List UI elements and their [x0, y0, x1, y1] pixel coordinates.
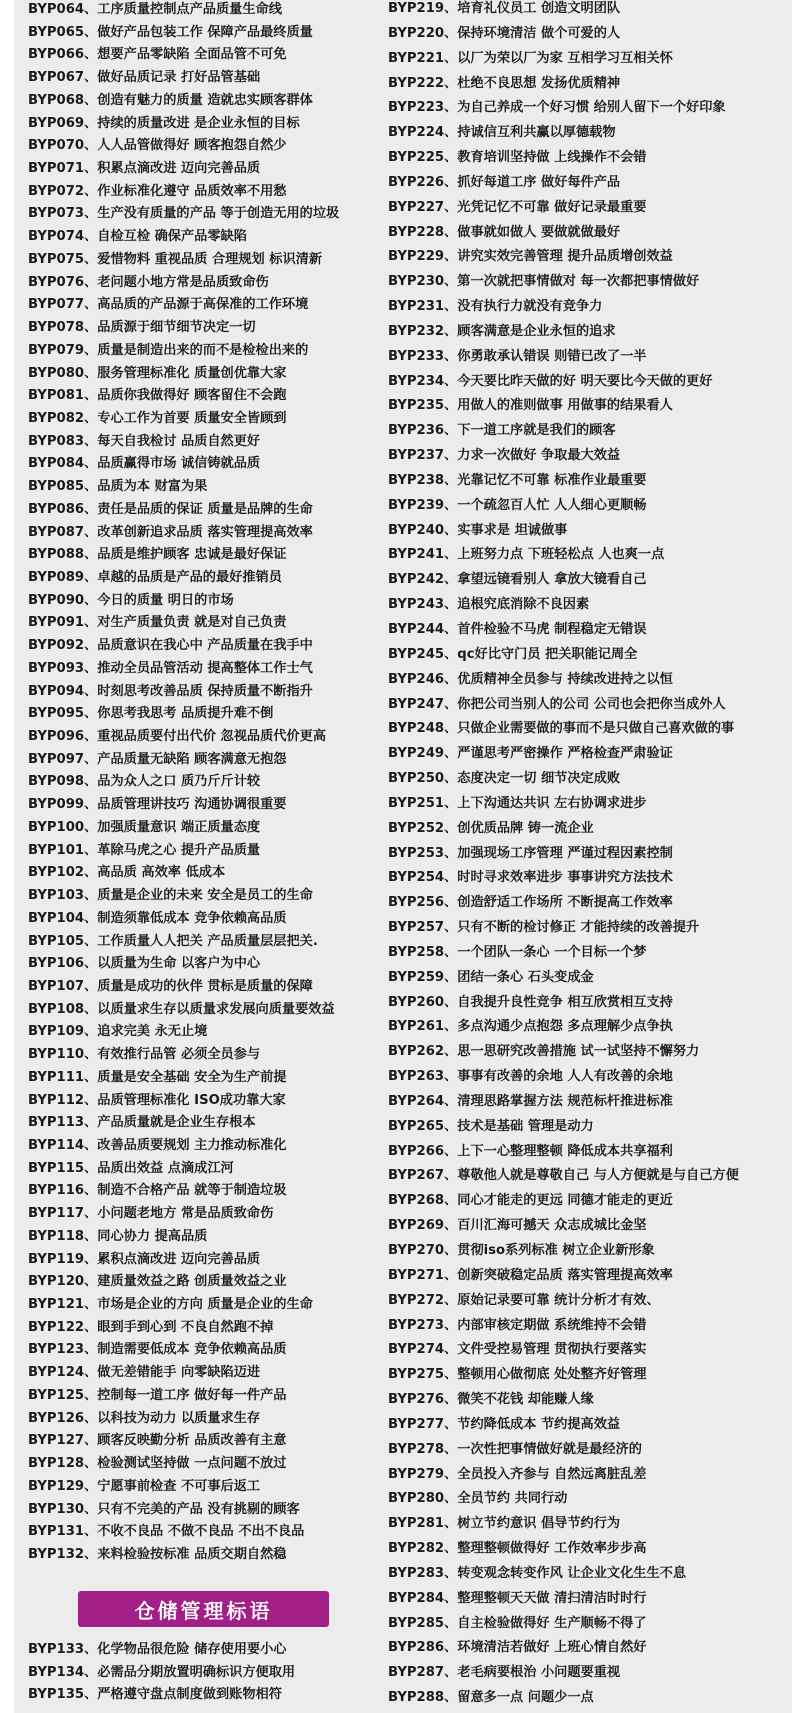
slogan-item: BYP107、质量是成功的伙伴 贯标是质量的保障 [28, 978, 313, 994]
slogan-item: BYP276、微笑不花钱 却能赚人缘 [388, 1392, 594, 1408]
slogan-item: BYP128、检验测试坚持做 一点问题不放过 [28, 1456, 287, 1472]
slogan-item: BYP273、内部审核定期做 系统维持不会错 [388, 1317, 647, 1333]
slogan-item: BYP094、时刻思考改善品质 保持质量不断指升 [28, 683, 313, 699]
slogan-item: BYP106、以质量为生命 以客户为中心 [28, 956, 261, 972]
slogan-item: BYP073、生产没有质量的产品 等于创造无用的垃圾 [28, 206, 340, 222]
slogan-item: BYP287、老毛病要根治 小问题要重视 [388, 1665, 621, 1681]
slogan-item: BYP264、清理思路掌握方法 规范标杆推进标准 [388, 1093, 673, 1109]
slogan-item: BYP067、做好品质记录 打好品管基础 [28, 70, 261, 86]
slogan-item: BYP123、制造需要低成本 竞争依赖高品质 [28, 1342, 287, 1358]
slogan-item: BYP243、追根究底消除不良因素 [388, 597, 590, 613]
slogan-item: BYP249、严谨思考严密操作 严格检查严肃验证 [388, 746, 673, 762]
slogan-item: BYP228、做事就如做人 要做就做最好 [388, 224, 621, 240]
slogan-item: BYP277、节约降低成本 节约提高效益 [388, 1416, 621, 1432]
slogan-item: BYP086、责任是品质的保证 质量是品牌的生命 [28, 501, 313, 517]
slogan-item: BYP282、整理整顿做得好 工作效率步步高 [388, 1541, 647, 1557]
slogan-item: BYP254、时时寻求效率进步 事事讲究方法技术 [388, 870, 673, 886]
slogan-item: BYP247、你把公司当别人的公司 公司也会把你当成外人 [388, 696, 726, 712]
slogan-item: BYP265、技术是基础 管理是动力 [388, 1118, 594, 1134]
slogan-item: BYP256、创造舒适工作场所 不断提高工作效率 [388, 895, 673, 911]
slogan-item: BYP251、上下沟通达共识 左右协调求进步 [388, 795, 647, 811]
slogan-item: BYP226、抓好每道工序 做好每件产品 [388, 174, 621, 190]
slogan-item: BYP229、讲究实效完善管理 提升品质增创效益 [388, 249, 673, 265]
section-banner-warehouse [78, 1591, 329, 1627]
slogan-item: BYP103、质量是企业的未来 安全是员工的生命 [28, 888, 313, 904]
slogan-item: BYP132、来料检验按标准 品质交期自然稳 [28, 1546, 287, 1562]
slogan-item: BYP225、教育培训坚持做 上线操作不会错 [388, 150, 647, 166]
slogan-item: BYP241、上班努力点 下班轻松点 人也爽一点 [388, 547, 665, 563]
section-title: 仓储管理标语 [134, 1598, 273, 1623]
slogan-item: BYP075、爱惜物料 重视品质 合理规划 标识清新 [28, 251, 323, 267]
slogan-item: BYP079、质量是制造出来的而不是检检出来的 [28, 342, 309, 358]
slogan-item: BYP230、第一次就把事情做对 每一次都把事情做好 [388, 274, 700, 290]
slogan-item: BYP240、实事求是 坦诚做事 [388, 522, 568, 538]
slogan-item: BYP239、一个疏忽百人忙 人人细心更顺畅 [388, 497, 647, 513]
slogan-item: BYP116、制造不合格产品 就等于制造垃圾 [28, 1183, 287, 1199]
slogan-item: BYP284、整理整顿天天做 清扫清洁时时行 [388, 1590, 647, 1606]
slogan-item: BYP100、加强质量意识 端正质量态度 [28, 819, 261, 835]
slogan-item: BYP088、品质是维护顾客 忠诚是最好保证 [28, 547, 287, 563]
slogan-item: BYP099、品质管理讲技巧 沟通协调很重要 [28, 797, 287, 813]
slogan-item: BYP092、品质意识在我心中 产品质量在我手中 [28, 638, 313, 654]
slogan-item: BYP236、下一道工序就是我们的顾客 [388, 423, 616, 439]
right-margin-strip [792, 0, 800, 1713]
slogan-item: BYP278、一次性把事情做好就是最经济的 [388, 1441, 642, 1457]
slogan-item: BYP113、产品质量就是企业生存根本 [28, 1115, 256, 1131]
slogan-item: BYP237、力求一次做好 争取最大效益 [388, 448, 621, 464]
slogan-item: BYP089、卓越的品质是产品的最好推销员 [28, 570, 282, 585]
slogan-item: BYP085、品质为本 财富为果 [28, 479, 208, 495]
slogan-item: BYP087、改革创新追求品质 落实管理提高效率 [28, 524, 313, 540]
slogan-item: BYP261、多点沟通少点抱怨 多点理解少点争执 [388, 1019, 673, 1035]
slogan-item: BYP064、工序质量控制点产品质量生命线 [28, 2, 282, 17]
slogan-item: BYP259、团结一条心 石头变成金 [388, 969, 594, 985]
slogan-item: BYP110、有效推行品管 必须全员参与 [28, 1047, 261, 1063]
slogan-item: BYP081、品质你我做得好 顾客留住不会跑 [28, 388, 287, 404]
slogan-item: BYP272、原始记录要可靠 统计分析才有效、 [388, 1292, 660, 1308]
slogan-item: BYP246、优质精神全员参与 持续改进持之以恒 [388, 671, 673, 687]
slogan-item: BYP283、转变观念转变作风 让企业文化生生不息 [388, 1565, 687, 1581]
slogan-item: BYP269、百川汇海可撼天 众志成城比金坚 [388, 1218, 647, 1234]
slogan-item: BYP104、制造须靠低成本 竞争依赖高品质 [28, 910, 287, 926]
slogan-item: BYP076、老问题小地方常是品质致命伤 [28, 274, 269, 290]
slogan-item: BYP248、只做企业需要做的事而不是只做自己喜欢做的事 [388, 721, 735, 737]
slogan-item: BYP245、qc好比守门员 把关职能记周全 [388, 646, 638, 662]
slogan-item: BYP281、树立节约意识 倡导节约行为 [388, 1516, 621, 1532]
slogan-item: BYP280、全员节约 共同行动 [388, 1491, 568, 1507]
slogan-item: BYP274、文件受控易管理 贯彻执行要落实 [388, 1342, 647, 1358]
slogan-item: BYP267、尊敬他人就是尊敬自己 与人方便就是与自己方便 [388, 1168, 739, 1184]
slogan-item: BYP109、追求完美 永无止境 [28, 1024, 208, 1040]
slogan-item: BYP233、你勇敢承认错误 则错已改了一半 [388, 348, 647, 364]
slogan-item: BYP227、光凭记忆不可靠 做好记录最重要 [388, 199, 647, 215]
slogan-item: BYP093、推动全员品管活动 提高整体工作士气 [28, 660, 313, 676]
slogan-item: BYP222、杜绝不良思想 发扬优质精神 [388, 75, 621, 91]
slogan-item: BYP098、品为众人之口 质乃斤斤计较 [28, 774, 261, 790]
slogan-item: BYP111、质量是安全基础 安全为生产前提 [28, 1069, 287, 1085]
slogan-item: BYP288、留意多一点 问题少一点 [388, 1690, 594, 1706]
slogan-item: BYP121、市场是企业的方向 质量是企业的生命 [28, 1297, 313, 1313]
slogan-item: BYP127、顾客反映勤分析 品质改善有主意 [28, 1433, 287, 1449]
slogan-item: BYP120、建质量效益之路 创质量效益之业 [28, 1274, 287, 1290]
slogan-item: BYP135、严格遵守盘点制度做到账物相符 [28, 1687, 282, 1703]
slogan-item: BYP068、创造有魅力的质量 造就忠实顾客群体 [28, 92, 313, 108]
slogan-item: BYP126、以科技为动力 以质量求生存 [28, 1410, 261, 1426]
slogan-item: BYP117、小问题老地方 常是品质致命伤 [28, 1206, 274, 1222]
slogan-item: BYP095、你思考我思考 品质提升难不倒 [28, 706, 274, 722]
slogan-item: BYP114、改善品质要规划 主力推动标准化 [28, 1138, 287, 1153]
slogan-item: BYP112、品质管理标准化 ISO成功靠大家 [28, 1092, 286, 1108]
slogan-item: BYP231、没有执行力就没有竞争力 [388, 299, 603, 315]
slogan-item: BYP220、保持环境清洁 做个可爱的人 [388, 25, 621, 41]
slogan-item: BYP115、品质出效益 点滴成江河 [28, 1160, 234, 1176]
slogan-item: BYP242、拿望远镜看别人 拿放大镜看自己 [388, 572, 647, 588]
slogan-item: BYP253、加强现场工序管理 严谨过程因素控制 [388, 845, 673, 861]
slogan-item: BYP124、做无差错能手 向零缺陷迈进 [28, 1365, 261, 1381]
slogan-item: BYP066、想要产品零缺陷 全面品管不可免 [28, 47, 287, 63]
slogan-item: BYP219、培育礼仪员工 创造文明团队 [388, 1, 621, 16]
slogan-item: BYP084、品质赢得市场 诚信铸就品质 [28, 456, 261, 472]
slogan-item: BYP101、革除马虎之心 提升产品质量 [28, 842, 261, 858]
slogan-item: BYP131、不收不良品 不做不良品 不出不良品 [28, 1524, 305, 1540]
slogan-item: BYP082、专心工作为首要 质量安全皆顾到 [28, 410, 287, 426]
slogan-item: BYP108、以质量求生存以质量求发展向质量要效益 [28, 1001, 335, 1017]
slogan-item: BYP238、光靠记忆不可靠 标准作业最重要 [388, 472, 647, 488]
slogan-item: BYP271、创新突破稳定品质 落实管理提高效率 [388, 1267, 673, 1283]
slogan-item: BYP234、今天要比昨天做的好 明天要比今天做的更好 [388, 373, 713, 389]
slogan-item: BYP275、整顿用心做彻底 处处整齐好管理 [388, 1367, 647, 1383]
slogan-item: BYP071、积累点滴改进 迈向完善品质 [28, 161, 261, 177]
slogan-item: BYP258、一个团队一条心 一个目标一个梦 [388, 944, 647, 960]
slogan-item: BYP257、只有不断的检讨修正 才能持续的改善提升 [388, 920, 700, 936]
slogan-item: BYP134、必需品分期放置明确标识方便取用 [28, 1664, 296, 1680]
slogan-item: BYP125、控制每一道工序 做好每一件产品 [28, 1387, 287, 1403]
slogan-item: BYP133、化学物品很危险 储存使用要小心 [28, 1642, 287, 1657]
slogan-item: BYP102、高品质 高效率 低成本 [28, 865, 226, 881]
slogan-item: BYP244、首件检验不马虎 制程稳定无错误 [388, 622, 647, 637]
slogan-item: BYP285、自主检验做得好 生产顺畅不得了 [388, 1615, 647, 1631]
slogan-item: BYP221、以厂为荣以厂为家 互相学习互相关怀 [388, 50, 673, 66]
slogan-item: BYP286、环境清洁若做好 上班心情自然好 [388, 1640, 647, 1656]
slogan-item: BYP083、每天自我检讨 品质自然更好 [28, 433, 261, 449]
slogan-item: BYP077、高品质的产品源于高保准的工作环境 [28, 297, 309, 313]
slogan-item: BYP130、只有不完美的产品 没有挑剔的顾客 [28, 1501, 300, 1517]
slogan-item: BYP250、态度决定一切 细节决定成败 [388, 771, 621, 787]
slogan-item: BYP270、贯彻iso系列标准 树立企业新形象 [388, 1243, 655, 1258]
slogan-item: BYP232、顾客满意是企业永恒的追求 [388, 323, 616, 339]
slogan-item: BYP097、产品质量无缺陷 顾客满意无抱怨 [28, 751, 287, 767]
slogan-item: BYP252、创优质品牌 铸一流企业 [388, 820, 594, 836]
slogan-item: BYP105、工作质量人人把关 产品质量层层把关. [28, 933, 318, 949]
slogan-item: BYP129、宁愿事前检查 不可事后返工 [28, 1478, 261, 1494]
slogan-item: BYP263、事事有改善的余地 人人有改善的余地 [388, 1069, 673, 1085]
slogan-item: BYP266、上下一心整理整顿 降低成本共享福利 [388, 1143, 673, 1159]
slogan-item: BYP072、作业标准化遵守 品质效率不用愁 [28, 183, 287, 199]
slogan-item: BYP090、今日的质量 明日的市场 [28, 592, 234, 608]
slogan-item: BYP091、对生产质量负责 就是对自己负责 [28, 615, 287, 631]
slogan-item: BYP235、用做人的准则做事 用做事的结果看人 [388, 398, 673, 414]
slogan-item: BYP078、品质源于细节细节决定一切 [28, 320, 256, 336]
slogan-item: BYP118、同心协力 提高品质 [28, 1228, 208, 1244]
slogan-item: BYP268、同心才能走的更远 同德才能走的更近 [388, 1193, 673, 1209]
slogan-item: BYP074、自检互检 确保产品零缺陷 [28, 229, 247, 245]
slogan-item: BYP069、持续的质量改进 是企业永恒的目标 [28, 115, 300, 131]
slogan-item: BYP224、持诚信互利共赢以厚德载物 [388, 125, 616, 141]
slogan-item: BYP080、服务管理标准化 质量创优靠大家 [28, 365, 287, 381]
slogan-item: BYP065、做好产品包装工作 保障产品最终质量 [28, 24, 313, 40]
slogan-item: BYP262、思一思研究改善措施 试一试坚持不懈努力 [388, 1044, 700, 1060]
slogan-item: BYP223、为自己养成一个好习惯 给别人留下一个好印象 [388, 100, 726, 116]
left-margin-strip [0, 0, 14, 1713]
slogan-item: BYP122、眼到手到心到 不良自然跑不掉 [28, 1319, 274, 1335]
slogan-item: BYP119、累积点滴改进 迈向完善品质 [28, 1251, 261, 1267]
slogan-item: BYP096、重视品质要付出代价 忽视品质代价更高 [28, 729, 327, 745]
slogan-item: BYP070、人人品管做得好 顾客抱怨自然少 [28, 138, 287, 154]
slogan-item: BYP279、全员投入齐参与 自然远离脏乱差 [388, 1466, 647, 1482]
slogan-item: BYP260、自我提升良性竞争 相互欣赏相互支持 [388, 994, 673, 1010]
